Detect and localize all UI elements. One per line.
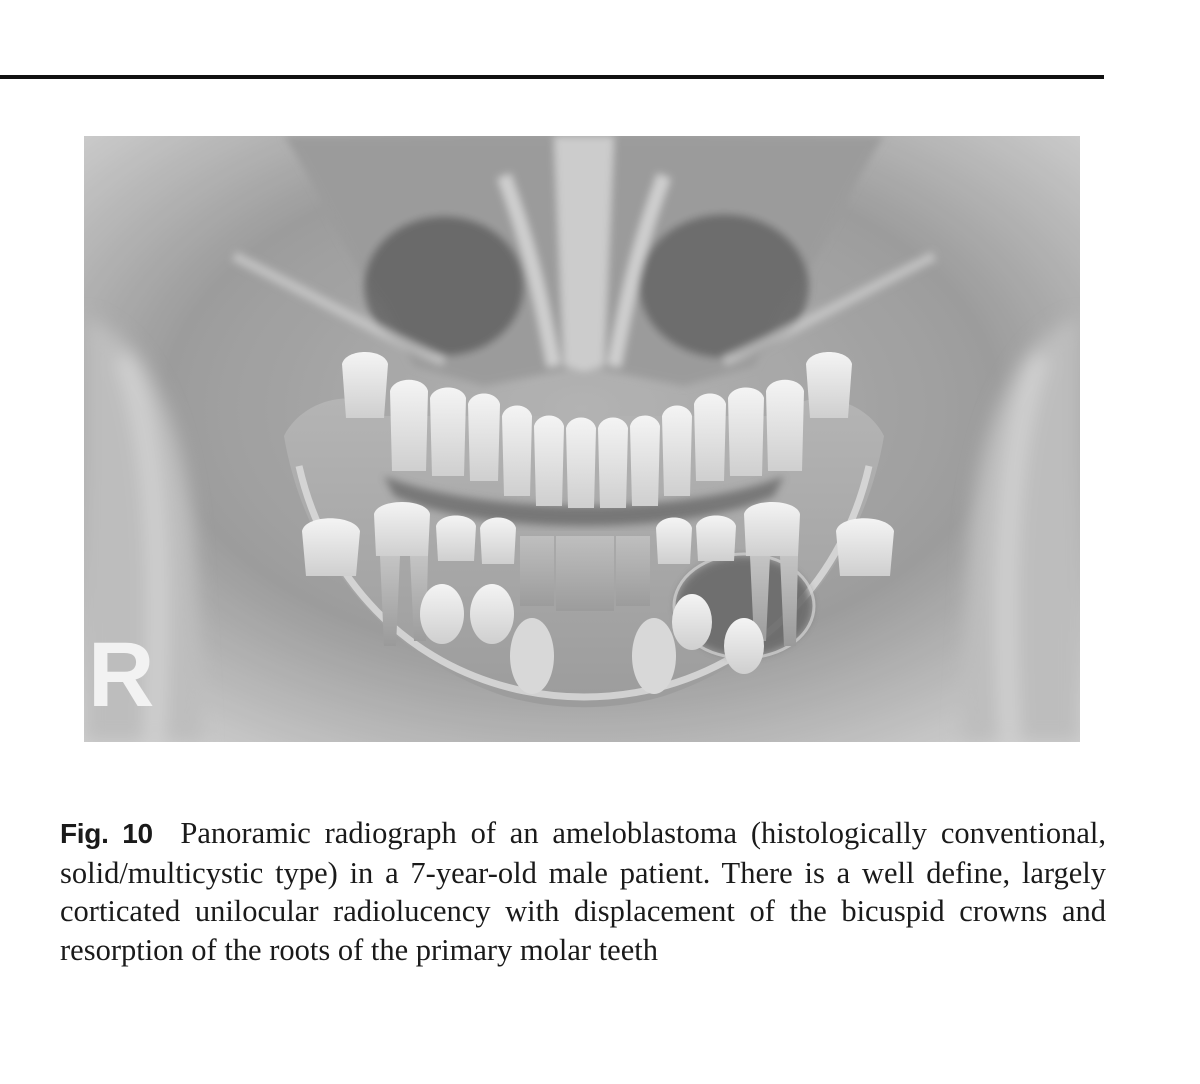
panoramic-radiograph — [84, 136, 1080, 742]
caption-text: Panoramic radiograph of an ameloblastoma (histologically conventional, solid/multicystic type) in a 7-year-old male patient. There is a well define, largely corticated unilocular radiolucency with displacement of the bicuspid crowns and resorption of the roots of the primary molar teeth — [60, 816, 1106, 967]
figure-caption — [60, 814, 1106, 969]
header-rule — [0, 75, 1104, 79]
side-marker-text: R — [88, 624, 155, 726]
radiograph-illustration — [84, 136, 1080, 742]
figure-label: Fig. 10 — [60, 818, 153, 849]
